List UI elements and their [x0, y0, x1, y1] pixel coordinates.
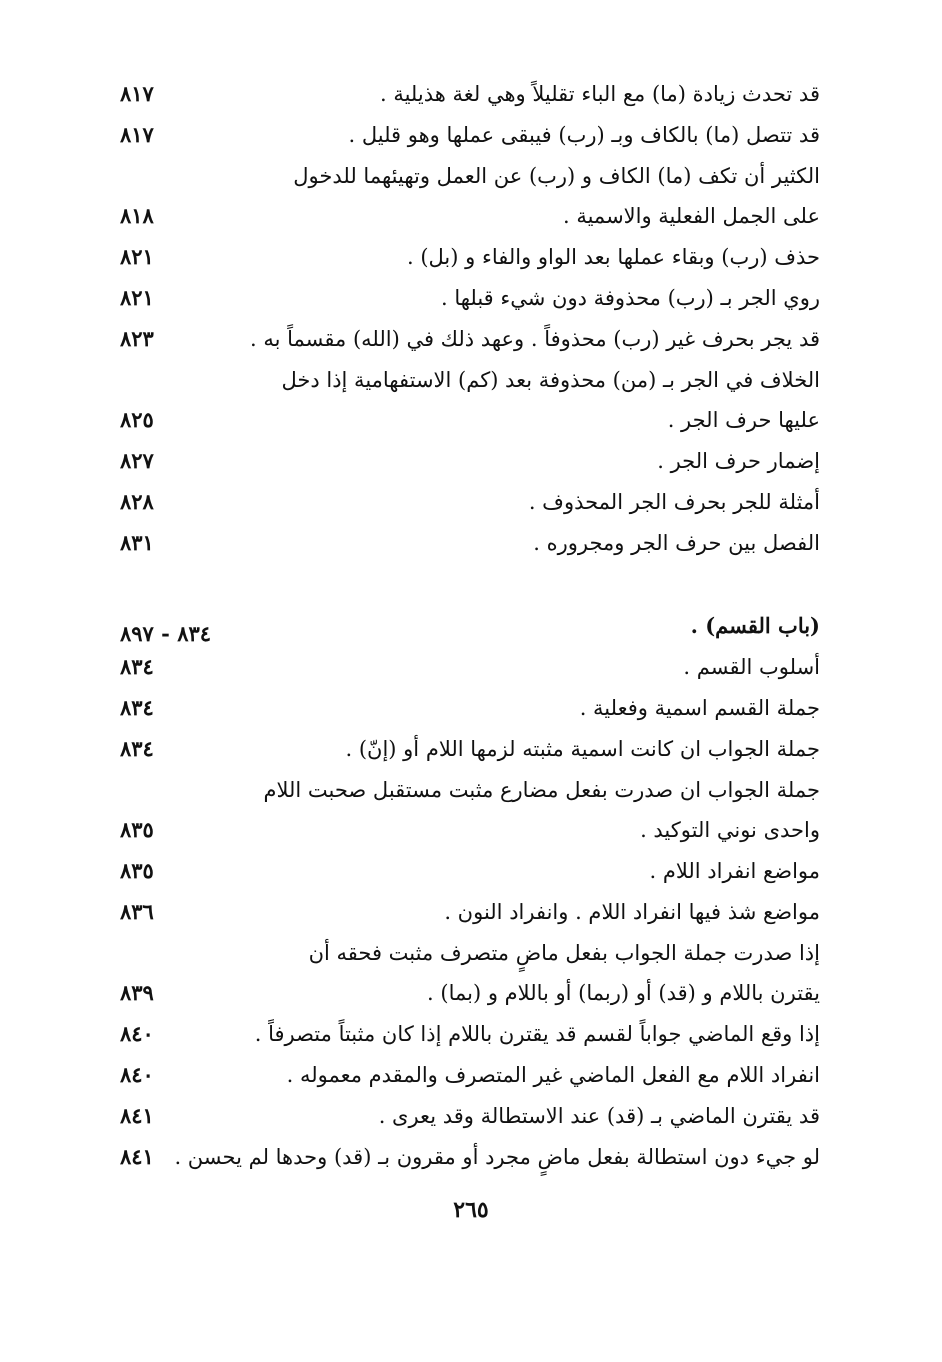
entry-text-line: الكثير أن تكف (ما) الكاف و (رب) عن العمل وتهيئهما للدخول [293, 164, 820, 188]
entry-text-line: عليها حرف الجر . [667, 408, 820, 432]
entry-text-line: الفصل بين حرف الجر ومجروره . [533, 531, 820, 555]
index-entry [120, 74, 820, 114]
entry-page-number: ٨٣٤ [120, 654, 154, 679]
entry-text-line: لو جيء دون استطالة بفعل ماضٍ مجرد أو مقرون بـ (قد) وحدها لم يحسن . [174, 1145, 820, 1169]
entry-text-line: جملة القسم اسمية وفعلية . [579, 696, 820, 720]
entry-page-number: ٨٣٥ [120, 858, 154, 883]
page-number: ٢٦٥ [453, 1197, 489, 1223]
entry-text-line: واحدى نوني التوكيد . [640, 818, 820, 842]
entry-text-line: يقترن باللام و (قد) أو (ربما) أو باللام و (بما) . [427, 981, 820, 1005]
index-entry [120, 688, 820, 728]
entry-page-number: ٨٢٣ [120, 326, 154, 351]
entry-text-line: قد تتصل (ما) بالكاف وبـ (رب) فيبقى عملها وهو قليل . [348, 123, 820, 147]
index-entry [120, 441, 820, 481]
entry-page-number: ٨٣٥ [120, 817, 154, 842]
entry-page-number: ٨١٧ [120, 122, 154, 147]
entry-page-number: ٨٢٧ [120, 448, 154, 473]
entry-text-line: روي الجر بـ (رب) محذوفة دون شيء قبلها . [440, 286, 820, 310]
entry-page-number: ٨١٧ [120, 81, 154, 106]
entry-text-line: مواضع انفراد اللام . [649, 859, 820, 883]
entry-text-line: قد يجر بحرف غير (رب) محذوفاً . وعهد ذلك في (الله) مقسماً به . [250, 327, 820, 351]
index-entry [120, 319, 820, 359]
entry-page-number: ٨٢٨ [120, 489, 154, 514]
entry-page-number: ٨٣٩ [120, 980, 154, 1005]
index-entry [120, 115, 820, 155]
index-entry [120, 523, 820, 563]
entry-text-line: أسلوب القسم . [683, 655, 820, 679]
entry-page-number: ٨٣٤ [120, 695, 154, 720]
index-entry [120, 237, 820, 277]
index-entry [120, 1096, 820, 1136]
index-entry [120, 892, 820, 932]
index-entry [120, 1055, 820, 1095]
entry-text-line: قد تحدث زيادة (ما) مع الباء تقليلاً وهي لغة هذيلية . [379, 82, 820, 106]
index-entry [120, 770, 820, 850]
entry-text-line: جملة الجواب ان صدرت بفعل مضارع مثبت مستقبل صحبت اللام [263, 778, 820, 802]
entry-page-number: ٨٢١ [120, 244, 154, 269]
index-entry [120, 729, 820, 769]
entry-page-number: ٨٤١ [120, 1144, 154, 1169]
section-heading [120, 606, 820, 646]
index-entry [120, 1014, 820, 1054]
entry-page-number: ٨٣٤ - ٨٩٧ [120, 621, 212, 646]
index-entry [120, 933, 820, 1013]
entry-page-number: ٨٤٠ [120, 1021, 154, 1046]
entry-text-line: حذف (رب) وبقاء عملها بعد الواو والفاء و (بل) . [406, 245, 820, 269]
entry-text-line: على الجمل الفعلية والاسمية . [562, 204, 820, 228]
index-entry [120, 647, 820, 687]
index-entry [120, 851, 820, 891]
entry-page-number: ٨٤١ [120, 1103, 154, 1128]
index-entry [120, 278, 820, 318]
entry-text-line: الخلاف في الجر بـ (من) محذوفة بعد (كم) الاستفهامية إذا دخل [281, 368, 820, 392]
entry-text-line: انفراد اللام مع الفعل الماضي غير المتصرف والمقدم معموله . [286, 1063, 820, 1087]
entry-page-number: ٨٣٦ [120, 899, 154, 924]
entry-page-number: ٨١٨ [120, 203, 154, 228]
entry-text-line: مواضع شذ فيها انفراد اللام . وانفراد النون . [444, 900, 820, 924]
entry-text-line: أمثلة للجر بحرف الجر المحذوف . [528, 490, 820, 514]
entry-page-number: ٨٢٥ [120, 407, 154, 432]
entry-text-line: إضمار حرف الجر . [657, 449, 820, 473]
entry-page-number: ٨٣١ [120, 530, 154, 555]
index-entry [120, 482, 820, 522]
index-entry [120, 360, 820, 440]
entry-page-number: ٨٣٤ [120, 736, 154, 761]
entry-text-line: (باب القسم) . [690, 613, 820, 638]
index-entry [120, 156, 820, 236]
entry-text-line: قد يقترن الماضي بـ (قد) عند الاستطالة وقد يعرى . [378, 1104, 820, 1128]
entry-text-line: إذا وقع الماضي جواباً لقسم قد يقترن باللام إذا كان مثبتاً متصرفاً . [254, 1022, 820, 1046]
entry-page-number: ٨٢١ [120, 285, 154, 310]
index-entry [120, 1137, 820, 1177]
entry-page-number: ٨٤٠ [120, 1062, 154, 1087]
entry-text-line: جملة الجواب ان كانت اسمية مثبته لزمها اللام أو (إنّ) . [345, 737, 820, 761]
entry-text-line: إذا صدرت جملة الجواب بفعل ماضٍ متصرف مثبت فحقه أن [308, 941, 820, 965]
